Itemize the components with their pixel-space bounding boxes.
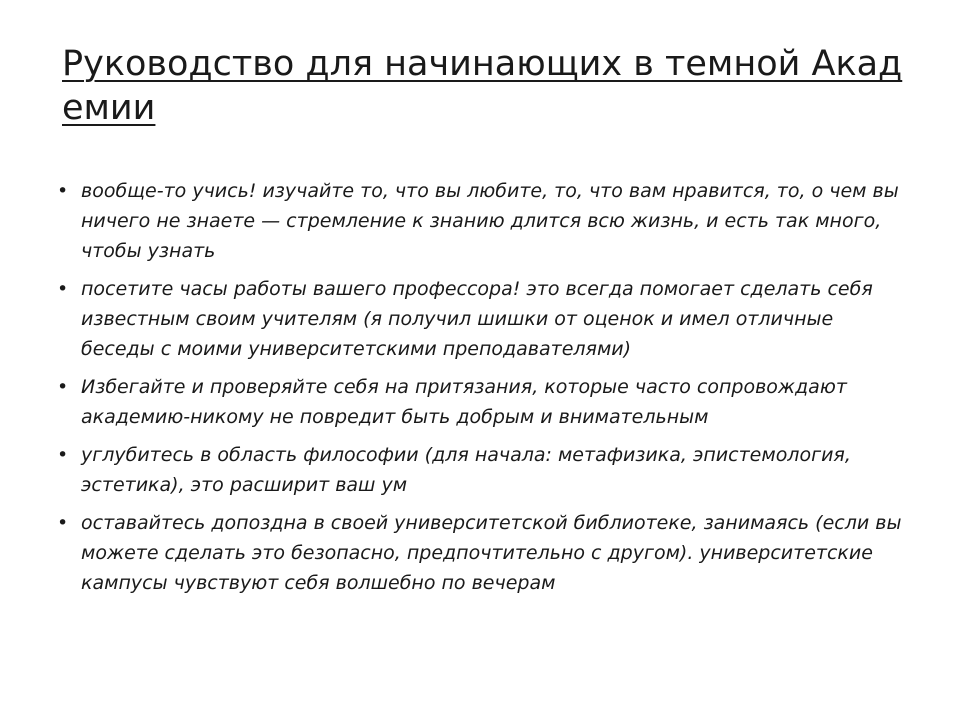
list-item	[57, 508, 902, 598]
bullet-icon: •	[57, 278, 69, 300]
list-item	[57, 176, 902, 266]
bullet-icon: •	[57, 376, 69, 398]
bullet-text: вообще-то учись! изучайте то, что вы любите, то, что вам нравится, то, о чем вы ничего не знаете — стремление к знанию длится всю жизнь, и есть так много, чтобы узнать	[81, 180, 899, 262]
bullet-icon: •	[57, 180, 69, 202]
slide-title: Руководство для начинающих в темной Академии	[62, 44, 903, 128]
bullet-icon: •	[57, 444, 69, 466]
list-item	[57, 274, 902, 364]
list-item	[57, 440, 902, 500]
bullet-text: углубитесь в область философии (для начала: метафизика, эпистемология, эстетика), это расширит ваш ум	[81, 444, 851, 496]
bullet-icon: •	[57, 512, 69, 534]
bullet-text: оставайтесь допоздна в своей университетской библиотеке, занимаясь (если вы можете сделать это безопасно, предпочтительно с другом). университетские кампусы чувствуют себя волшебно по вечерам	[81, 512, 902, 594]
bullet-list	[57, 176, 902, 606]
list-item	[57, 372, 902, 432]
bullet-text: посетите часы работы вашего профессора! это всегда помогает сделать себя известным своим учителям (я получил шишки от оценок и имел отличные беседы с моими университетскими преподавателями)	[81, 278, 873, 360]
bullet-text: Избегайте и проверяйте себя на притязания, которые часто сопровождают академию-никому не повредит быть добрым и внимательным	[81, 376, 847, 428]
